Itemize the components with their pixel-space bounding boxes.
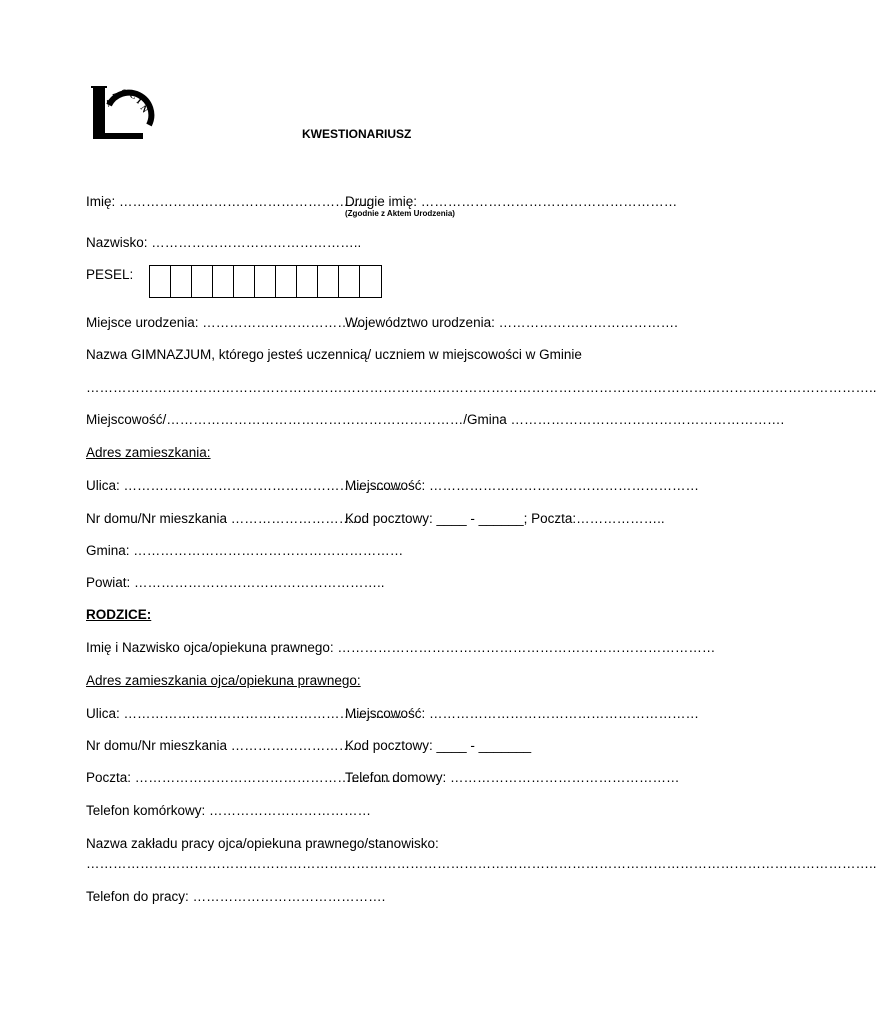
- town-field[interactable]: Miejscowość: ……………………………………………………: [345, 478, 700, 493]
- svg-text:N: N: [138, 103, 151, 115]
- birth-place-field[interactable]: Miejsce urodzenia: ………………………………: [86, 315, 365, 330]
- pesel-digit-box[interactable]: [213, 266, 234, 297]
- father-town-field[interactable]: Miejscowość: ……………………………………………………: [345, 706, 700, 721]
- home-phone-field[interactable]: Telefon domowy: ……………………………………………: [345, 770, 680, 785]
- birth-certificate-note: (Zgodnie z Aktem Urodzenia): [345, 209, 455, 218]
- workplace-label: Nazwa zakładu pracy ojca/opiekuna prawnego/stanowisko:: [86, 836, 439, 851]
- father-postal-code-field[interactable]: Kod pocztowy: ____ - _______: [345, 738, 532, 753]
- pesel-digit-box[interactable]: [255, 266, 276, 297]
- gimnazjum-label: Nazwa GIMNAZJUM, którego jesteś uczennicą/ uczniem w miejscowości w Gminie: [86, 347, 582, 362]
- father-street-field[interactable]: Ulica: ………………………………………………………: [86, 706, 408, 721]
- pesel-digit-box[interactable]: [360, 266, 381, 297]
- county-field[interactable]: Powiat: ………………………………………………..: [86, 575, 385, 590]
- pesel-digit-box[interactable]: [339, 266, 360, 297]
- address-heading: Adres zamieszkania:: [86, 445, 211, 460]
- svg-text:A: A: [103, 96, 115, 109]
- work-phone-field[interactable]: Telefon do pracy: …………………………………….: [86, 889, 386, 904]
- father-name-field[interactable]: Imię i Nazwisko ojca/opiekuna prawnego: …………………………………………………………………………: [86, 640, 716, 655]
- svg-text:C: C: [128, 89, 138, 102]
- school-logo: [85, 83, 151, 143]
- parents-heading: RODZICE:: [86, 607, 152, 622]
- father-house-number-field[interactable]: Nr domu/Nr mieszkania …………………………: [86, 738, 366, 753]
- house-number-field[interactable]: Nr domu/Nr mieszkania …………………………: [86, 511, 366, 526]
- postal-code-field[interactable]: Kod pocztowy: ____ - ______; Poczta:………………..: [345, 511, 665, 526]
- pesel-digit-box[interactable]: [234, 266, 255, 297]
- pesel-digit-box[interactable]: [318, 266, 339, 297]
- gimnazjum-field[interactable]: …………………………………………………………………………………………………………………………………………………………..: [86, 380, 877, 395]
- svg-text:O: O: [121, 88, 129, 98]
- workplace-field[interactable]: …………………………………………………………………………………………………………………………………………………………..: [86, 856, 877, 871]
- street-field[interactable]: Ulica: ………………………………………………………: [86, 478, 408, 493]
- page-title: KWESTIONARIUSZ: [302, 127, 412, 141]
- svg-text:R: R: [111, 90, 121, 102]
- pesel-digit-box[interactable]: [297, 266, 318, 297]
- mobile-phone-field[interactable]: Telefon komórkowy: ………………………………: [86, 803, 372, 818]
- pesel-digit-box[interactable]: [192, 266, 213, 297]
- surname-field[interactable]: Nazwisko: ………………………………………..: [86, 235, 362, 250]
- svg-text:I: I: [134, 95, 144, 106]
- pesel-digit-box[interactable]: [150, 266, 171, 297]
- birth-province-field[interactable]: Województwo urodzenia: ………………………………….: [345, 315, 678, 330]
- pesel-digit-box[interactable]: [276, 266, 297, 297]
- father-post-office-field[interactable]: Poczta: ……………………………………………………: [86, 770, 405, 785]
- town-commune-field[interactable]: Miejscowość/…………………………………………………………/Gmina …………………………………………………….: [86, 412, 785, 427]
- father-address-heading: Adres zamieszkania ojca/opiekuna prawnego:: [86, 673, 361, 688]
- second-name-field[interactable]: Drugie imię: …………………………………………………: [345, 194, 678, 209]
- commune-field[interactable]: Gmina: ……………………………………………………: [86, 543, 404, 558]
- pesel-label: PESEL:: [86, 267, 134, 282]
- first-name-field[interactable]: Imię: ………………………………………………..: [86, 194, 370, 209]
- pesel-input-boxes[interactable]: [149, 265, 382, 298]
- pesel-digit-box[interactable]: [171, 266, 192, 297]
